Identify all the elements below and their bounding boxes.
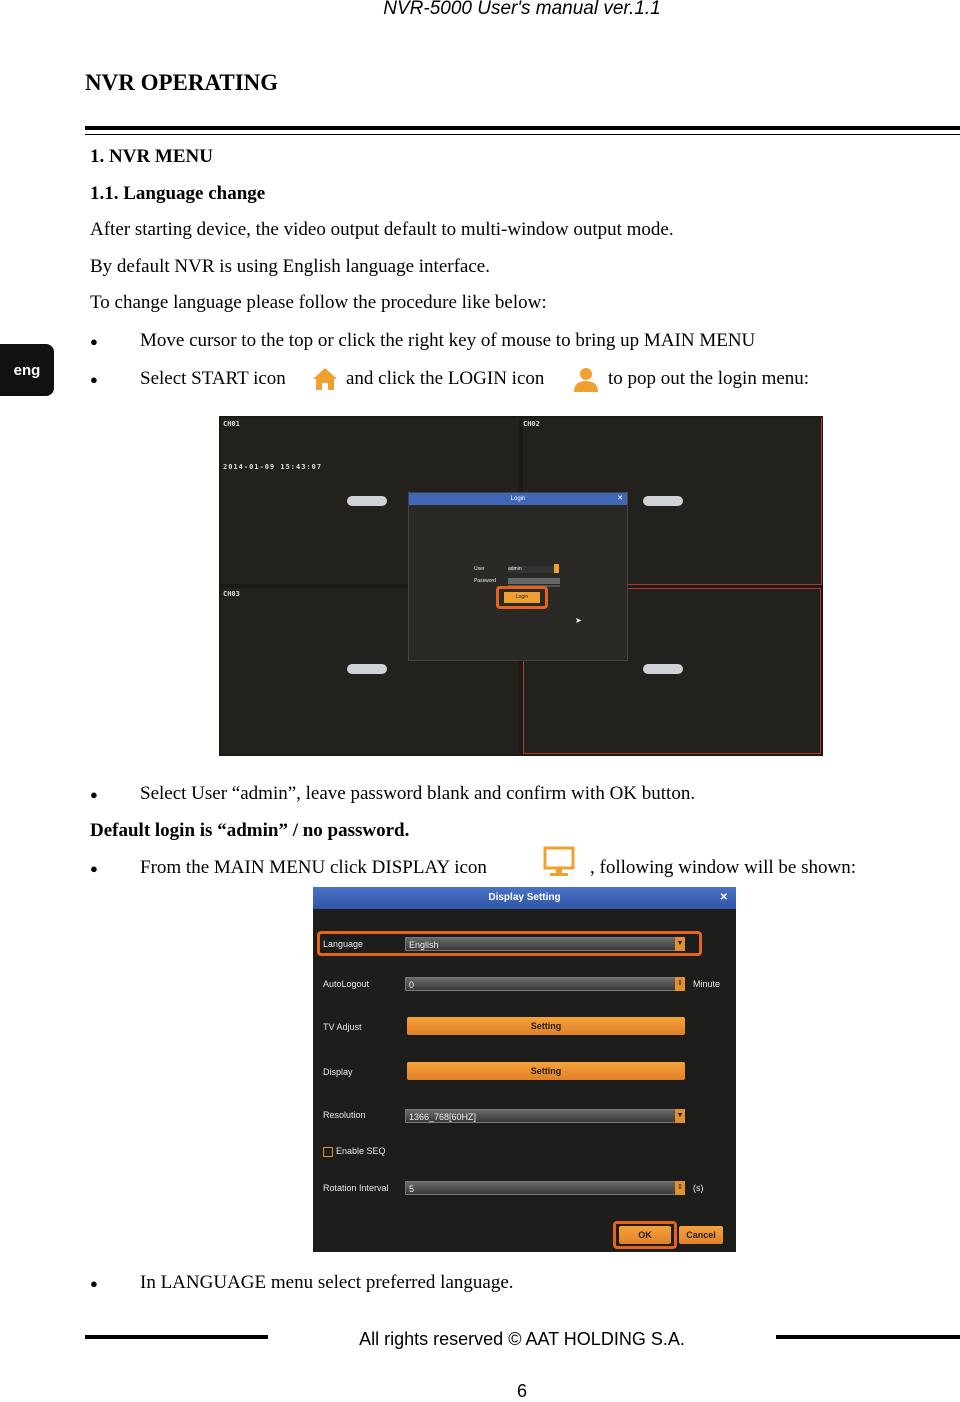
display-label: Display: [323, 1067, 353, 1077]
display-dialog-title: [313, 887, 736, 909]
stepper-icon[interactable]: ⇕: [675, 1181, 685, 1195]
section-title: NVR OPERATING: [85, 70, 279, 95]
cancel-button[interactable]: Cancel: [679, 1226, 723, 1244]
bullet-text: and click the LOGIN icon: [346, 368, 545, 389]
login-button[interactable]: Login: [504, 592, 540, 603]
close-icon[interactable]: ✕: [617, 495, 623, 502]
channel-label: CH02: [523, 420, 540, 428]
display-setting-button[interactable]: Setting: [407, 1062, 685, 1080]
rotation-interval-field[interactable]: 5: [405, 1181, 677, 1195]
bullet-text: Select User “admin”, leave password blank and confirm with OK button.: [140, 783, 696, 804]
bullet-text: Select START icon: [140, 368, 286, 389]
header-rule: [85, 126, 960, 130]
chevron-down-icon[interactable]: ▼: [675, 937, 685, 951]
bullet-icon: ●: [90, 334, 98, 349]
bullet-icon: ●: [90, 1276, 98, 1291]
tv-adjust-setting-button[interactable]: Setting: [407, 1017, 685, 1035]
login-screenshot: [219, 416, 823, 756]
bullet-text: to pop out the login menu:: [608, 368, 810, 389]
login-user-icon: [572, 366, 600, 392]
autologout-label: AutoLogout: [323, 979, 370, 989]
login-dialog: [408, 492, 628, 661]
chevron-down-icon[interactable]: ▼: [675, 1109, 685, 1123]
heading-nvr-menu: 1. NVR MENU: [90, 146, 213, 167]
header-rule-thin: [85, 134, 960, 135]
password-field[interactable]: [508, 578, 560, 584]
autologout-field[interactable]: 0: [405, 977, 677, 991]
start-home-icon: [311, 366, 339, 392]
paragraph: By default NVR is using English language interface.: [90, 256, 490, 277]
display-setting-screenshot: [313, 887, 736, 1252]
camera-image: [347, 496, 387, 506]
enable-seq-label: Enable SEQ: [336, 1146, 386, 1156]
bullet-text: From the MAIN MENU click DISPLAY icon: [140, 857, 487, 878]
camera-image: [643, 664, 683, 674]
user-label: User: [474, 566, 485, 572]
paragraph: To change language please follow the procedure like below:: [90, 292, 547, 313]
display-monitor-icon: [541, 845, 577, 879]
bullet-text: Move cursor to the top or click the right key of mouse to bring up MAIN MENU: [140, 330, 756, 351]
bullet-text: In LANGUAGE menu select preferred language.: [140, 1272, 514, 1293]
user-dropdown-arrow[interactable]: [554, 564, 559, 573]
rotation-interval-unit: (s): [693, 1183, 704, 1193]
password-label: Password: [474, 578, 496, 584]
user-value: admin: [508, 566, 522, 572]
timestamp: 2014-01-09 15:43:07: [223, 463, 323, 471]
rotation-interval-label: Rotation Interval: [323, 1183, 389, 1193]
language-label: Language: [323, 939, 364, 949]
bullet-icon: ●: [90, 787, 98, 802]
running-header: NVR-5000 User's manual ver.1.1: [383, 0, 661, 19]
bullet-icon: ●: [90, 372, 98, 387]
dialog-title-bar: [409, 493, 627, 505]
paragraph: After starting device, the video output default to multi-window output mode.: [90, 219, 674, 240]
bullet-text: , following window will be shown:: [590, 857, 856, 878]
dialog-title: Login: [510, 496, 526, 502]
footer-copyright: All rights reserved © AAT HOLDING S.A.: [359, 1329, 685, 1349]
resolution-label: Resolution: [323, 1110, 366, 1120]
language-side-tab: eng: [0, 344, 54, 396]
bullet-icon: ●: [90, 861, 98, 876]
autologout-unit: Minute: [693, 979, 721, 989]
enable-seq-checkbox[interactable]: [323, 1147, 333, 1157]
camera-image: [347, 664, 387, 674]
close-icon[interactable]: ✕: [719, 892, 728, 903]
language-select[interactable]: English: [405, 937, 677, 951]
default-login-note: Default login is “admin” / no password.: [90, 820, 410, 841]
camera-image: [643, 496, 683, 506]
stepper-icon[interactable]: ⇕: [675, 977, 685, 991]
ok-button[interactable]: OK: [619, 1226, 671, 1244]
heading-language-change: 1.1. Language change: [90, 183, 266, 204]
display-title-text: Display Setting: [488, 892, 561, 903]
tv-adjust-label: TV Adjust: [323, 1022, 362, 1032]
cursor-icon: ➤: [575, 616, 582, 625]
resolution-select[interactable]: 1366_768[60HZ]: [405, 1109, 677, 1123]
channel-label: CH03: [223, 590, 240, 598]
channel-label: CH01: [223, 420, 240, 428]
page-number: 6: [516, 1381, 527, 1401]
user-field[interactable]: [508, 566, 558, 573]
